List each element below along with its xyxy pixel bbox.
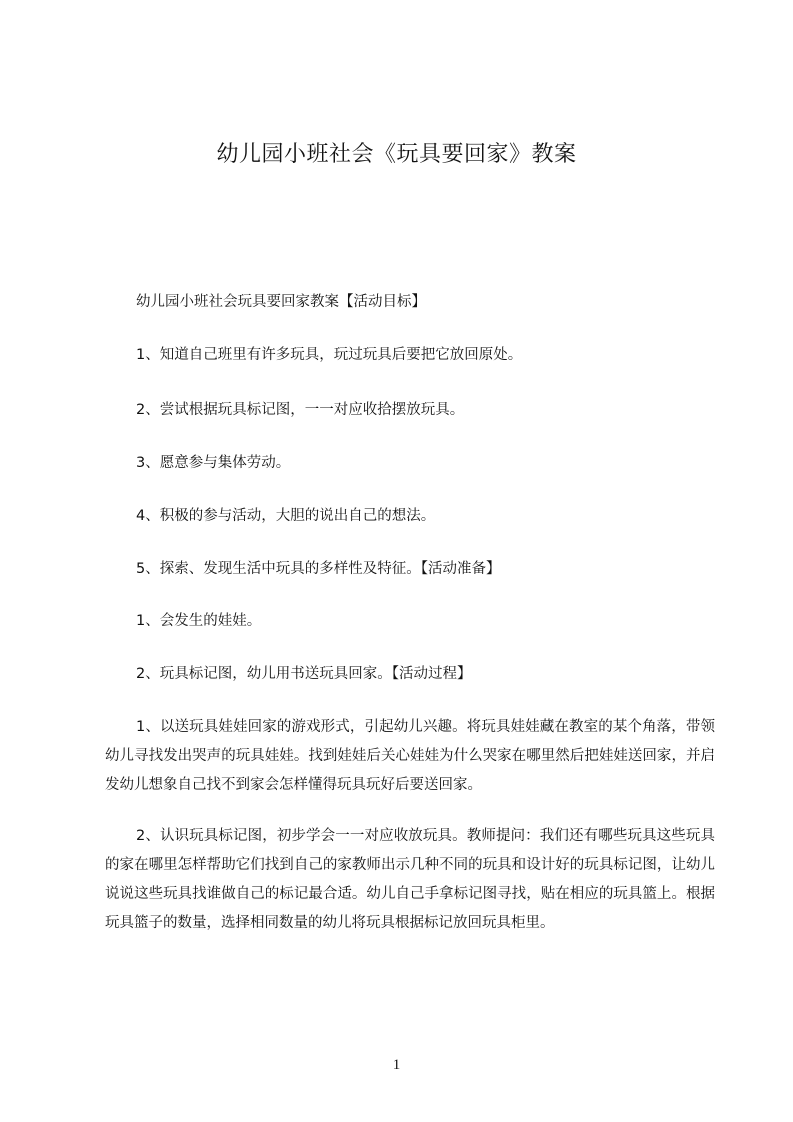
page-number: 1 [392, 1057, 401, 1073]
preparation-item: 1、会发生的娃娃。 [136, 613, 262, 629]
document-title: 幼儿园小班社会《玩具要回家》教案 [216, 142, 577, 167]
goal-item: 2、尝试根据玩具标记图，一一对应收拾摆放玩具。 [136, 402, 465, 418]
goal-item: 3、愿意参与集体劳动。 [136, 455, 291, 471]
preparation-item: 2、玩具标记图，幼儿用书送玩具回家。【活动过程】 [136, 666, 472, 682]
goal-item: 4、积极的参与活动，大胆的说出自己的想法。 [136, 508, 436, 524]
goal-item: 1、知道自己班里有许多玩具，玩过玩具后要把它放回原处。 [136, 347, 523, 363]
process-paragraph: 2、认识玩具标记图，初步学会一一对应收放玩具。教师提问：我们还有哪些玩具这些玩具的家在哪里怎样帮助它们找到自己的家教师出示几种不同的玩具和设计好的玩具标记图，让幼儿说说这些玩具找谁做自己的标记最合适。幼儿自己手拿标记图寻找，贴在相应的玩具篮上。根据玩具篮子的数量，选择相同数量的幼儿将玩具根据标记放回玩具柜里。 [105, 828, 715, 931]
goal-item: 5、探索、发现生活中玩具的多样性及特征。【活动准备】 [136, 561, 501, 577]
process-paragraph: 1、以送玩具娃娃回家的游戏形式，引起幼儿兴趣。将玩具娃娃藏在教室的某个角落，带领幼儿寻找发出哭声的玩具娃娃。找到娃娃后关心娃娃为什么哭家在哪里然后把娃娃送回家，并启发幼儿想象自己找不到家会怎样懂得玩具玩好后要送回家。 [105, 719, 715, 793]
intro-line: 幼儿园小班社会玩具要回家教案【活动目标】 [136, 294, 426, 310]
